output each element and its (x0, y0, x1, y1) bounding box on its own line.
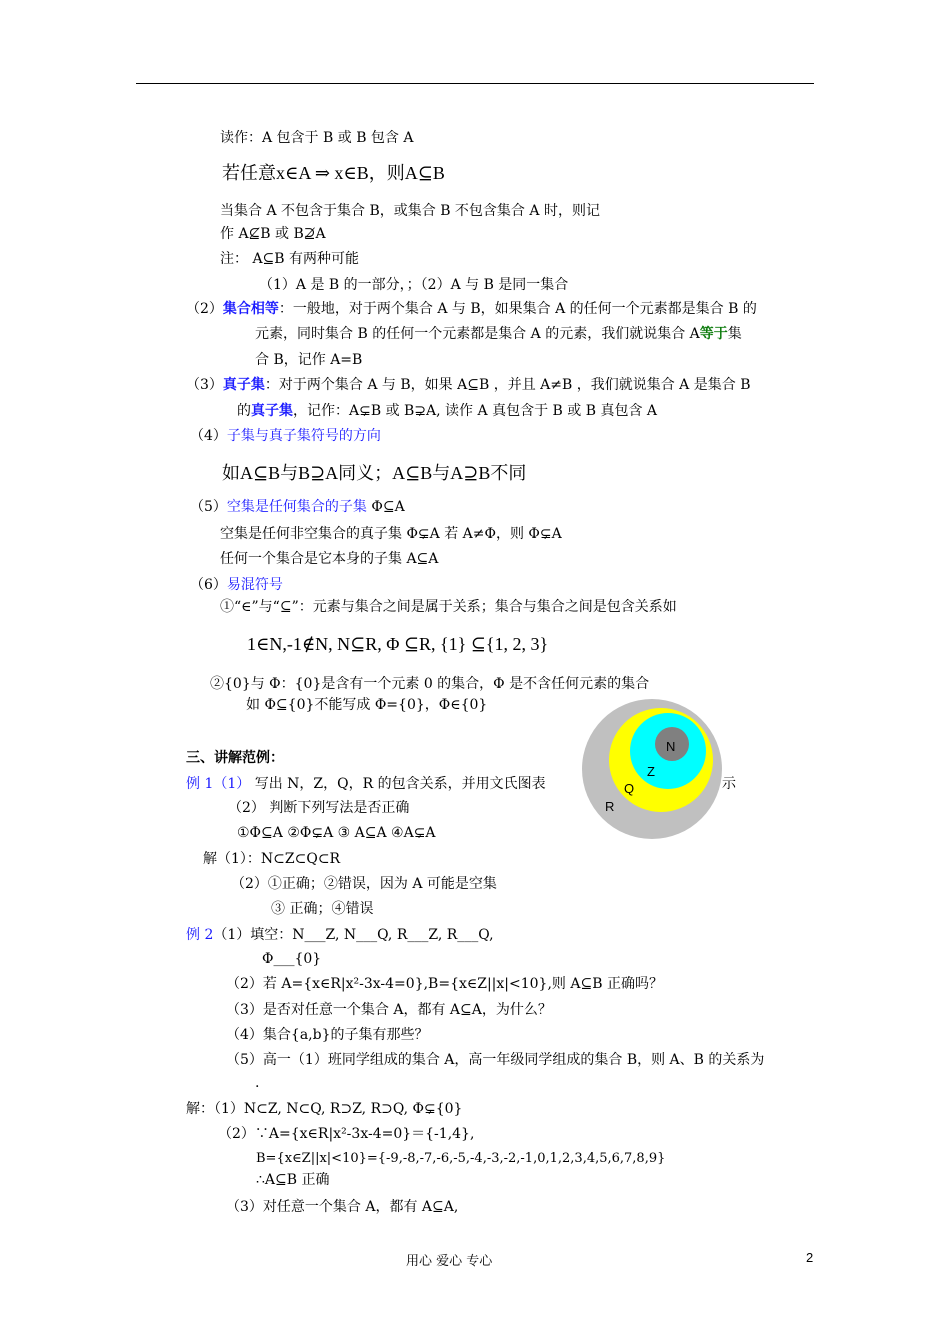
section-heading: 易混符号 (226, 577, 283, 593)
text-line: （4）集合{a,b}的子集有那些？ (226, 1027, 429, 1043)
definition-line (237, 402, 657, 420)
text-line: 示 (722, 776, 736, 792)
text-line: 注： A⊆B 有两种可能 (220, 251, 360, 267)
example-line (186, 775, 546, 793)
definition-text: 的 (237, 403, 251, 419)
text-line: （5）高一（1）班同学组成的集合 A，高一年级同学组成的集合 B，则 A、B 的关系为 (226, 1052, 765, 1068)
section-heading: 空集是任何集合的子集 (226, 499, 367, 515)
definition-text: 元素，同时集合 B 的任何一个元素都是集合 A 的元素，我们就说集合 A (255, 326, 700, 342)
venn-label-z: Z (647, 764, 655, 779)
definition-text: ：一般地，对于两个集合 A 与 B，如果集合 A 的任何一个元素都是集合 B 的 (278, 301, 757, 317)
section-line (190, 576, 283, 594)
formula-line: 1∈N,-1∉N, N⊆R, Φ ⊆R, {1} ⊆{1, 2, 3} (247, 634, 549, 654)
venn-label-r: R (605, 799, 615, 814)
text-line: （2） 判断下列写法是否正确 (228, 800, 410, 816)
term-equals: 等于 (699, 326, 728, 342)
venn-label-q: Q (624, 781, 635, 796)
text-line: Φ___{0} (262, 951, 322, 967)
page-footer: 用心 爱心 专心 (406, 1254, 493, 1269)
text-line: ①Φ⊆A ②Φ⊊A ③ A⊆A ④A⊊A (237, 825, 436, 841)
text-line: 合 B，记作 A=B (255, 352, 363, 368)
text-line: （1）A 是 B 的一部分，；（2）A 与 B 是同一集合 (259, 277, 569, 293)
example-label: 例 2 (186, 927, 214, 943)
text-line: B={x∈Z||x|<10}={-9,-8,-7,-6,-5,-4,-3,-2,-1,0,1,2,3,4,5,6,7,8,9} (256, 1151, 666, 1166)
text-line: （3）是否对任意一个集合 A，都有 A⊆A，为什么？ (226, 1002, 552, 1018)
formula-line: 如A⊆B与B⊇A同义；A⊆B与A⊇B不同 (222, 463, 527, 483)
text-line: 作 A⊈B 或 B⊉A (220, 226, 326, 242)
section-line (190, 498, 405, 516)
text-line: （2）∵A={x∈R|x²-3x-4=0}＝{-1,4}, (218, 1126, 475, 1142)
text-line: 任何一个集合是它本身的子集 A⊆A (220, 551, 439, 567)
text-line: ②{0}与 Φ：{0}是含有一个元素 0 的集合，Φ 是不含任何元素的集合 (210, 676, 650, 692)
section-line (190, 427, 381, 445)
term-proper-subset: 真子集 (222, 377, 265, 393)
example-label: 例 1（1） (186, 776, 251, 792)
text-line: 当集合 A 不包含于集合 B，或集合 B 不包含集合 A 时，则记 (220, 203, 600, 219)
section-title: 三、讲解范例： (186, 750, 284, 766)
term-proper-subset: 真子集 (251, 403, 293, 419)
section-heading: 子集与真子集符号的方向 (226, 428, 381, 444)
text-line: ③ 正确；④错误 (271, 901, 374, 917)
item-number: （2） (186, 301, 223, 317)
item-number: （4） (190, 428, 227, 444)
text-line: . (255, 1075, 260, 1091)
text-line: （2）若 A={x∈R|x²-3x-4=0},B={x∈Z||x|<10},则 A⊆B 正确吗？ (226, 976, 663, 992)
page-number: 2 (806, 1250, 814, 1265)
item-number: （5） (190, 499, 227, 515)
definition-line (255, 325, 742, 343)
definition-line (186, 300, 757, 318)
definition-text: ，记作：A⊊B 或 B⊋A, 读作 A 真包含于 B 或 B 真包含 A (293, 403, 658, 419)
example-text: 写出 N，Z，Q，R 的包含关系，并用文氏图表 (250, 776, 546, 792)
text-line: 解：（1）N⊂Z, N⊂Q, R⊃Z, R⊃Q, Φ⊊{0} (186, 1101, 463, 1117)
formula-line: 若任意x∈A ⇒ x∈B，则A⊆B (222, 163, 445, 183)
venn-label-n: N (666, 739, 676, 754)
text-line: 解（1）：N⊂Z⊂Q⊂R (203, 851, 341, 867)
definition-text: 集 (727, 326, 742, 342)
definition-line (186, 376, 750, 394)
term-set-equality: 集合相等 (222, 301, 279, 317)
item-number: （3） (186, 377, 223, 393)
definition-text: ：对于两个集合 A 与 B，如果 A⊆B ，并且 A≠B ，我们就说集合 A 是集合 B (264, 377, 751, 393)
text-line: ∴A⊆B 正确 (256, 1172, 330, 1188)
text-line: 读作：A 包含于 B 或 B 包含 A (220, 130, 414, 146)
text-line: （2）①正确；②错误，因为 A 可能是空集 (231, 876, 497, 892)
example-line (186, 926, 494, 944)
venn-diagram (581, 698, 723, 840)
item-number: （6） (190, 577, 227, 593)
header-rule (136, 83, 814, 84)
text-line: （3）对任意一个集合 A，都有 A⊆A, (226, 1199, 459, 1215)
text-line: 如 Φ⊆{0}不能写成 Φ={0}，Φ∈{0} (246, 697, 488, 713)
text-line: 空集是任何非空集合的真子集 Φ⊊A 若 A≠Φ，则 Φ⊊A (220, 526, 562, 542)
example-text: （1）填空：N___Z, N___Q, R___Z, R___Q, (213, 927, 494, 943)
text-line: ①“∈”与“⊆”：元素与集合之间是属于关系；集合与集合之间是包含关系如 (220, 599, 677, 615)
formula-text: Φ⊆A (366, 499, 405, 515)
